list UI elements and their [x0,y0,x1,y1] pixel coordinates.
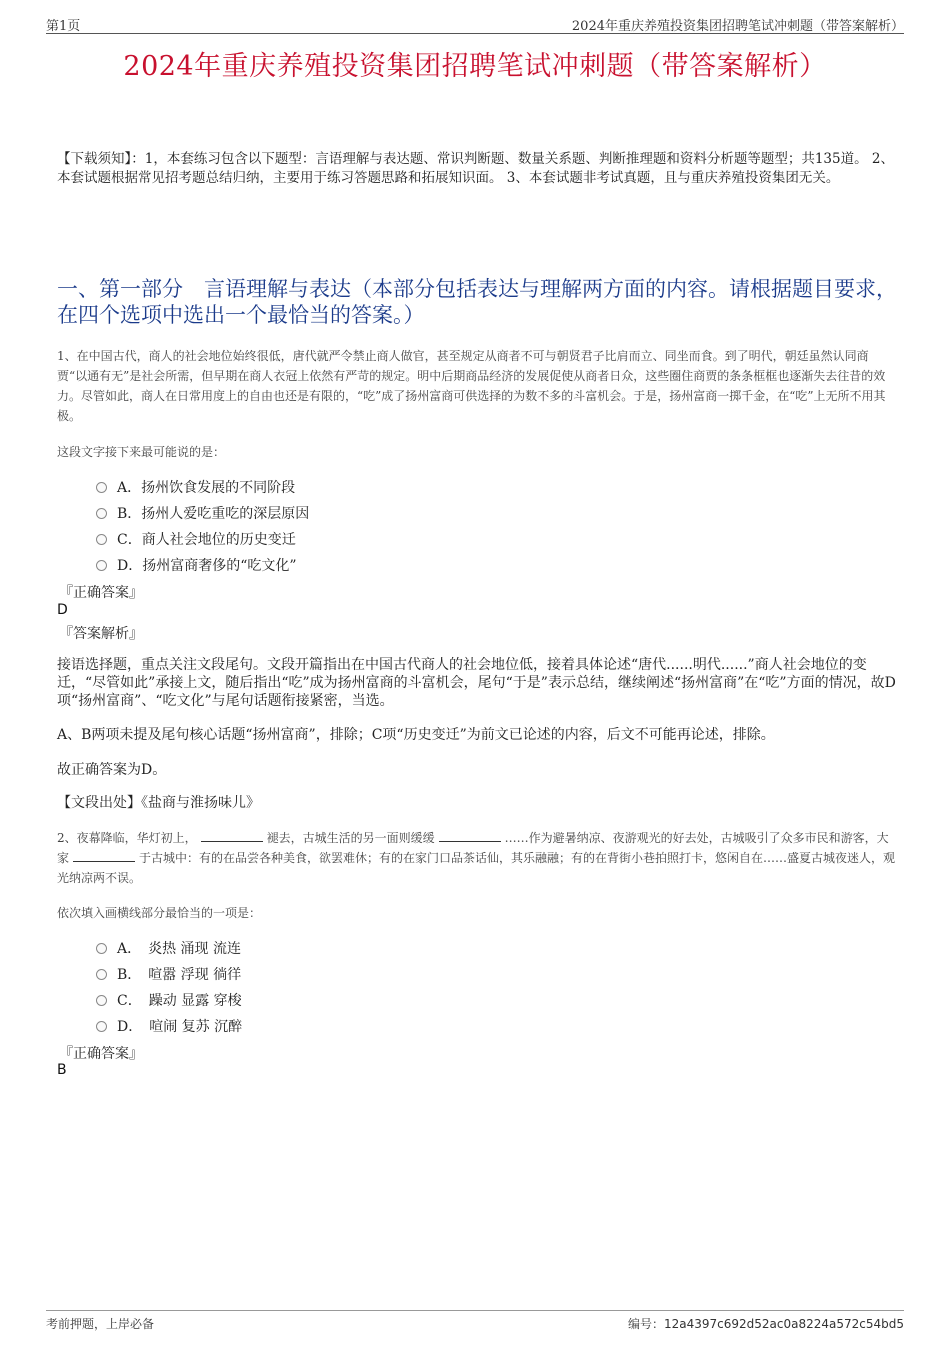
q1-option-d[interactable] [96,555,297,575]
running-header-title: 2024年重庆养殖投资集团招聘笔试冲刺题（带答案解析） [571,19,904,34]
radio-icon[interactable] [96,534,107,545]
q2-text-part-3: ……作为避暑纳凉、夜游观光的好去处，古城吸引了众多市民和游客，大家 [57,831,889,865]
footer-code-value: 12a4397c692d52ac0a8224a572c54bd5 [663,1317,904,1331]
q1-option-c[interactable] [96,529,296,549]
download-notice: 【下载须知】：1，本套练习包含以下题型：言语理解与表达题、常识判断题、数量关系题、判断推理题和资料分析题等题型；共135道。 2、本套试题根据常见招考题总结归纳，主要用于练习答题思路和拓展知识面。 3、本套试题非考试真题，且与重庆养殖投资集团无关。 [57,151,894,186]
question-1-text: 1、在中国古代，商人的社会地位始终很低，唐代就严令禁止商人做官，甚至规定从商者不可与朝贤君子比肩而立、同坐而食。到了明代，朝廷虽然认同商贾“以通有无”是社会所需，但早期在商人衣冠上依然有严苛的规定。明中后期商品经济的发展促使从商者日众，这些圈住商贾的条条框框也逐渐失去往昔的效力。尽管如此，商人在日常用度上的自由也还是有限的，“吃”成了扬州富商可供选择的为数不多的斗富机会。于是，扬州富商一掷千金，在“吃”上无所不用其极。 [57,349,886,423]
q1-analysis-label: 『答案解析』 [59,626,143,642]
q2-option-a[interactable] [96,938,241,958]
radio-icon[interactable] [96,969,107,980]
q1-analysis-paragraph-1: 接语选择题，重点关注文段尾句。文段开篇指出在中国古代商人的社会地位低，接着具体论述“唐代......明代......”商人社会地位的变迁，“尽管如此”承接上文，随后指出“吃”成为扬州富商的斗富机会，尾句“于是”表示总结，继续阐述“扬州富商”在“吃”方面的情况，故D项“扬州富商”、“吃文化”与尾句话题衔接紧密，当选。 [57,657,896,709]
radio-icon[interactable] [96,943,107,954]
q1-option-a-label: A．扬州饮食发展的不同阶段 [117,480,296,496]
q1-source: 【文段出处】《盐商与淮扬味儿》 [57,795,260,811]
q2-option-c[interactable] [96,990,242,1010]
radio-icon[interactable] [96,995,107,1006]
q1-option-b[interactable] [96,503,309,523]
question-2-text [57,828,897,888]
q2-option-a-label: A． 炎热 涌现 流连 [117,941,242,957]
radio-icon[interactable] [96,482,107,493]
q2-option-d-label: D． 喧闹 复苏 沉醉 [117,1019,243,1035]
q1-answer-label: 『正确答案』 [59,585,143,601]
q1-answer: D [57,602,68,618]
q2-text-part-2: 褪去，古城生活的另一面则缓缓 [266,831,435,845]
document-title: 2024年重庆养殖投资集团招聘笔试冲刺题（带答案解析） [123,51,827,82]
q1-option-d-label: D．扬州富商奢侈的“吃文化” [117,558,297,574]
header-divider [46,33,904,34]
q1-option-b-label: B．扬州人爱吃重吃的深层原因 [117,506,310,522]
question-2-prompt: 依次填入画横线部分最恰当的一项是： [57,906,262,920]
q2-blank-3 [73,849,135,862]
q1-analysis-paragraph-3: 故正确答案为D。 [57,762,167,778]
q1-analysis-paragraph-2: A、B两项未提及尾句核心话题“扬州富商”，排除；C项“历史变迁”为前文已论述的内容，后文不可能再论述，排除。 [57,727,775,743]
q1-option-c-label: C．商人社会地位的历史变迁 [117,532,296,548]
q2-text-part-1: 2、夜幕降临，华灯初上， [57,831,197,845]
question-1-prompt: 这段文字接下来最可能说的是： [57,445,226,459]
page-number: 第1页 [46,19,81,34]
section-heading: 一、第一部分 言语理解与表达（本部分包括表达与理解两方面的内容。请根据题目要求，在四个选项中选出一个最恰当的答案。） [57,277,897,327]
q2-option-b[interactable] [96,964,241,984]
q2-option-c-label: C． 躁动 显露 穿梭 [117,993,242,1009]
footer-code-label: 编号： [627,1317,664,1331]
q2-option-b-label: B． 喧嚣 浮现 徜徉 [117,967,242,983]
footer-slogan: 考前押题，上岸必备 [46,1317,155,1331]
q2-answer-label: 『正确答案』 [59,1046,143,1062]
radio-icon[interactable] [96,508,107,519]
q2-blank-2 [439,829,501,842]
q2-text-part-4: 于古城中：有的在品尝各种美食，欲罢难休；有的在家门口品茶话仙，其乐融融；有的在背街小巷拍照打卡，悠闲自在……盛夏古城夜迷人，观光纳凉两不误。 [57,851,896,885]
q2-option-d[interactable] [96,1016,242,1036]
radio-icon[interactable] [96,1021,107,1032]
q1-option-a[interactable] [96,477,295,497]
q2-blank-1 [201,829,263,842]
footer-code [628,1315,904,1332]
footer-divider [46,1310,904,1311]
radio-icon[interactable] [96,560,107,571]
q2-answer: B [57,1062,67,1078]
